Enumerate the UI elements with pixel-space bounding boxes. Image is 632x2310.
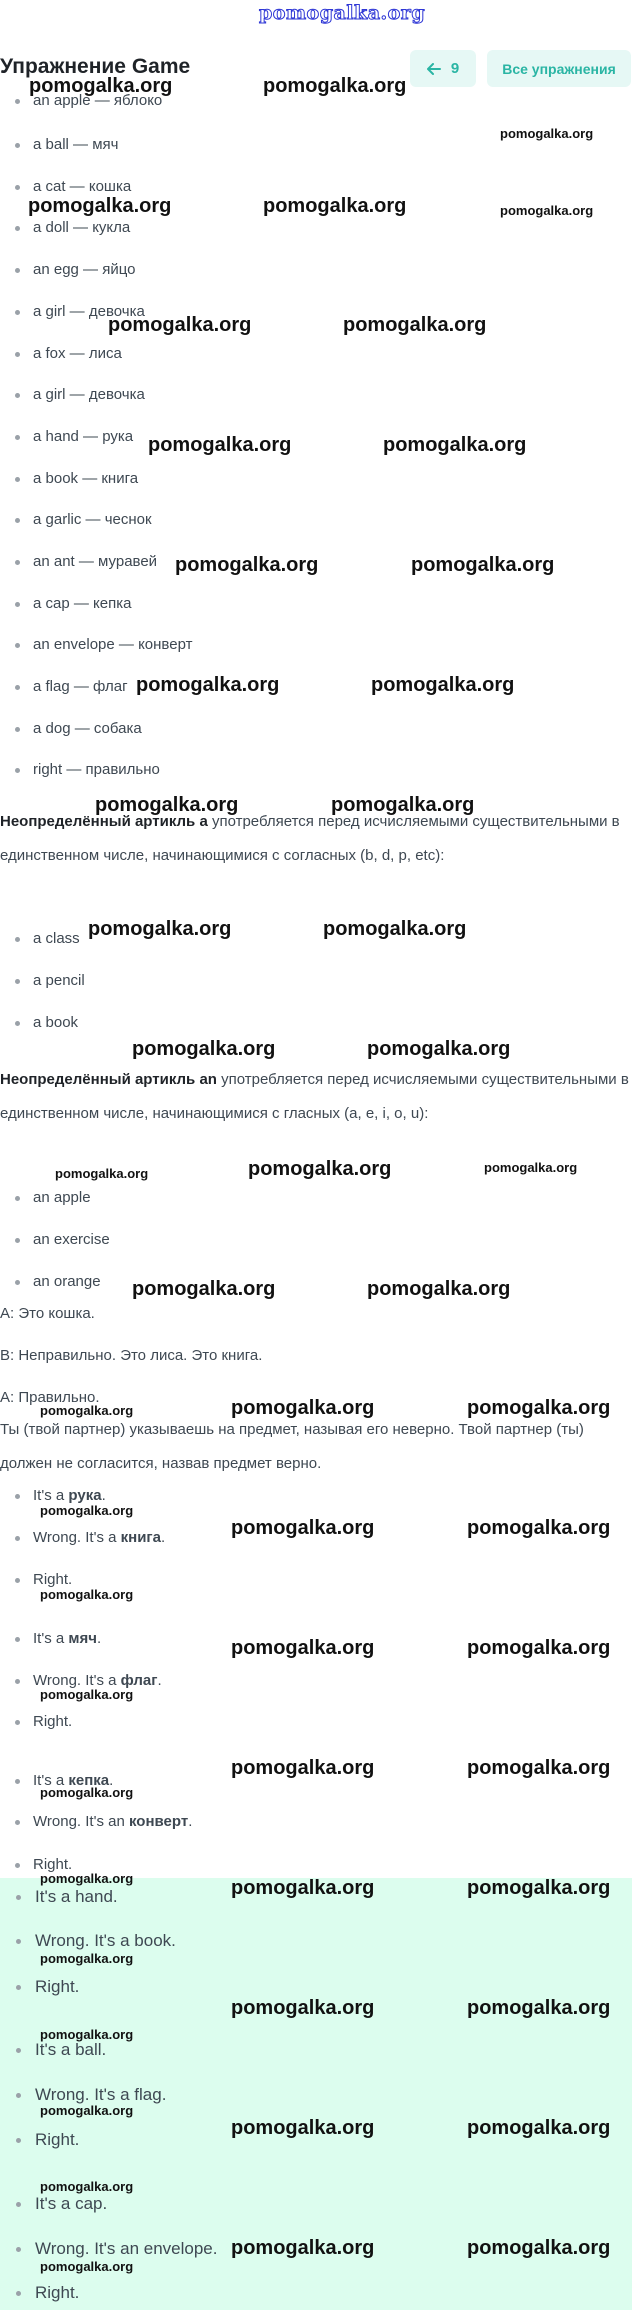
list-item: It's a ball. (35, 2040, 107, 2059)
watermark: pomogalka.org (29, 75, 173, 97)
list-item: a girl — девочка (33, 386, 145, 403)
watermark: pomogalka.org (367, 1038, 511, 1060)
arrow-left-icon (427, 63, 441, 75)
list-item: Wrong. It's a flag. (35, 2085, 167, 2104)
page-title: Упражнение Game (0, 55, 191, 78)
watermark: pomogalka.org (231, 1877, 375, 1899)
list-item: right — правильно (33, 761, 160, 778)
watermark: pomogalka.org (231, 2117, 375, 2139)
watermark: pomogalka.org (371, 674, 515, 696)
watermark: pomogalka.org (467, 2117, 611, 2139)
list-item: Right. (35, 1977, 80, 1996)
watermark: pomogalka.org (136, 674, 280, 696)
watermark: pomogalka.org (40, 1871, 134, 1886)
rule-a-bold: Неопределённый артикль a (0, 813, 208, 830)
watermark: pomogalka.org (231, 2237, 375, 2259)
list-item: an apple — яблоко (33, 92, 163, 109)
back-page-number: 9 (450, 60, 460, 77)
watermark: pomogalka.org (132, 1278, 276, 1300)
rule-an-bold: Неопределённый артикль an (0, 1071, 217, 1088)
watermark: pomogalka.org (40, 2259, 134, 2274)
list-item: a cat — кошка (33, 178, 132, 195)
watermark: pomogalka.org (467, 1397, 611, 1419)
watermark: pomogalka.org (231, 1757, 375, 1779)
watermark: pomogalka.org (175, 554, 319, 576)
watermark: pomogalka.org (231, 1517, 375, 1539)
site-logo[interactable]: pomogalka.org (259, 2, 426, 24)
all-exercises-button[interactable]: Все упражнения (487, 50, 631, 87)
watermark: pomogalka.org (231, 1637, 375, 1659)
watermark: pomogalka.org (40, 1785, 134, 1800)
list-item: Right. (33, 1713, 73, 1730)
list-item: It's a рука. (33, 1487, 106, 1504)
list-item: Right. (35, 2130, 80, 2149)
watermark: pomogalka.org (467, 2237, 611, 2259)
list-item: It's a hand. (35, 1887, 118, 1906)
watermark: pomogalka.org (263, 195, 407, 217)
watermark: pomogalka.org (467, 1757, 611, 1779)
watermark: pomogalka.org (331, 794, 475, 816)
watermark: pomogalka.org (55, 1166, 149, 1181)
list-item: Wrong. It's an конверт. (33, 1813, 193, 1830)
list-item: a book (33, 1014, 79, 1031)
watermark: pomogalka.org (383, 434, 527, 456)
list-item: Right. (35, 2283, 80, 2302)
watermark: pomogalka.org (231, 1997, 375, 2019)
watermark: pomogalka.org (467, 1517, 611, 1539)
list-item: a cap — кепка (33, 595, 132, 612)
list-item: It's a мяч. (33, 1630, 102, 1647)
list-item: a girl — девочка (33, 303, 145, 320)
rule-an-text: употребляется перед исчисляемыми существительными в единственном числе, начинающимися с гласных (a, e, i, o, u): (0, 1071, 629, 1122)
watermark: pomogalka.org (40, 2179, 134, 2194)
watermark: pomogalka.org (40, 1687, 134, 1702)
list-item: It's a кепка. (33, 1772, 114, 1789)
list-item: a garlic — чеснок (33, 511, 152, 528)
watermark: pomogalka.org (323, 918, 467, 940)
list-item: an apple (33, 1189, 91, 1206)
list-item: Right. (33, 1856, 73, 1873)
list-item: a class (33, 930, 80, 947)
watermark: pomogalka.org (500, 203, 594, 218)
watermark: pomogalka.org (467, 1997, 611, 2019)
list-item: Right. (33, 1571, 73, 1588)
watermark: pomogalka.org (40, 1503, 134, 1518)
watermark: pomogalka.org (40, 2103, 134, 2118)
watermark: pomogalka.org (108, 314, 252, 336)
list-item: It's a cap. (35, 2194, 108, 2213)
list-item: a dog — собака (33, 720, 142, 737)
watermark: pomogalka.org (40, 1951, 134, 1966)
list-item: a hand — рука (33, 428, 134, 445)
watermark: pomogalka.org (248, 1158, 392, 1180)
watermark: pomogalka.org (132, 1038, 276, 1060)
watermark: pomogalka.org (484, 1160, 578, 1175)
watermark: pomogalka.org (40, 1587, 134, 1602)
rule-a-text: употребляется перед исчисляемыми существительными в единственном числе, начинающимися с согласных (b, d, p, etc): (0, 813, 620, 864)
watermark: pomogalka.org (88, 918, 232, 940)
watermark: pomogalka.org (467, 1637, 611, 1659)
list-item: Wrong. It's an envelope. (35, 2239, 218, 2258)
dialogue-line: A: Это кошка. (0, 1305, 95, 1322)
watermark: pomogalka.org (467, 1877, 611, 1899)
watermark: pomogalka.org (411, 554, 555, 576)
back-button[interactable] (410, 50, 476, 87)
list-item: a doll — кукла (33, 219, 131, 236)
watermark: pomogalka.org (367, 1278, 511, 1300)
list-item: an orange (33, 1273, 101, 1290)
watermark: pomogalka.org (343, 314, 487, 336)
rule-an-paragraph (0, 1063, 630, 1130)
list-item: a book — книга (33, 470, 139, 487)
dialogue-line: B: Неправильно. Это лиса. Это книга. (0, 1347, 263, 1364)
watermark: pomogalka.org (231, 1397, 375, 1419)
watermark: pomogalka.org (500, 126, 594, 141)
list-item: an ant — муравей (33, 553, 158, 570)
watermark: pomogalka.org (95, 794, 239, 816)
watermark: pomogalka.org (40, 1403, 134, 1418)
list-item: an exercise (33, 1231, 110, 1248)
list-item: Wrong. It's a book. (35, 1931, 176, 1950)
watermark: pomogalka.org (263, 75, 407, 97)
list-item: a fox — лиса (33, 345, 122, 362)
list-item: Wrong. It's a флаг. (33, 1672, 162, 1689)
watermark: pomogalka.org (40, 2027, 134, 2042)
watermark: pomogalka.org (148, 434, 292, 456)
list-item: a flag — флаг (33, 678, 128, 695)
list-item: an egg — яйцо (33, 261, 136, 278)
list-item: a pencil (33, 972, 85, 989)
list-item: Wrong. It's a книга. (33, 1529, 166, 1546)
list-item: a ball — мяч (33, 136, 119, 153)
watermark: pomogalka.org (28, 195, 172, 217)
list-item: an envelope — конверт (33, 636, 193, 653)
dialogue-line: A: Правильно. (0, 1389, 100, 1406)
task-paragraph: Ты (твой партнер) указываешь на предмет, называя его неверно. Твой партнер (ты) должен не согласится, назвав предмет верно. (0, 1421, 584, 1472)
